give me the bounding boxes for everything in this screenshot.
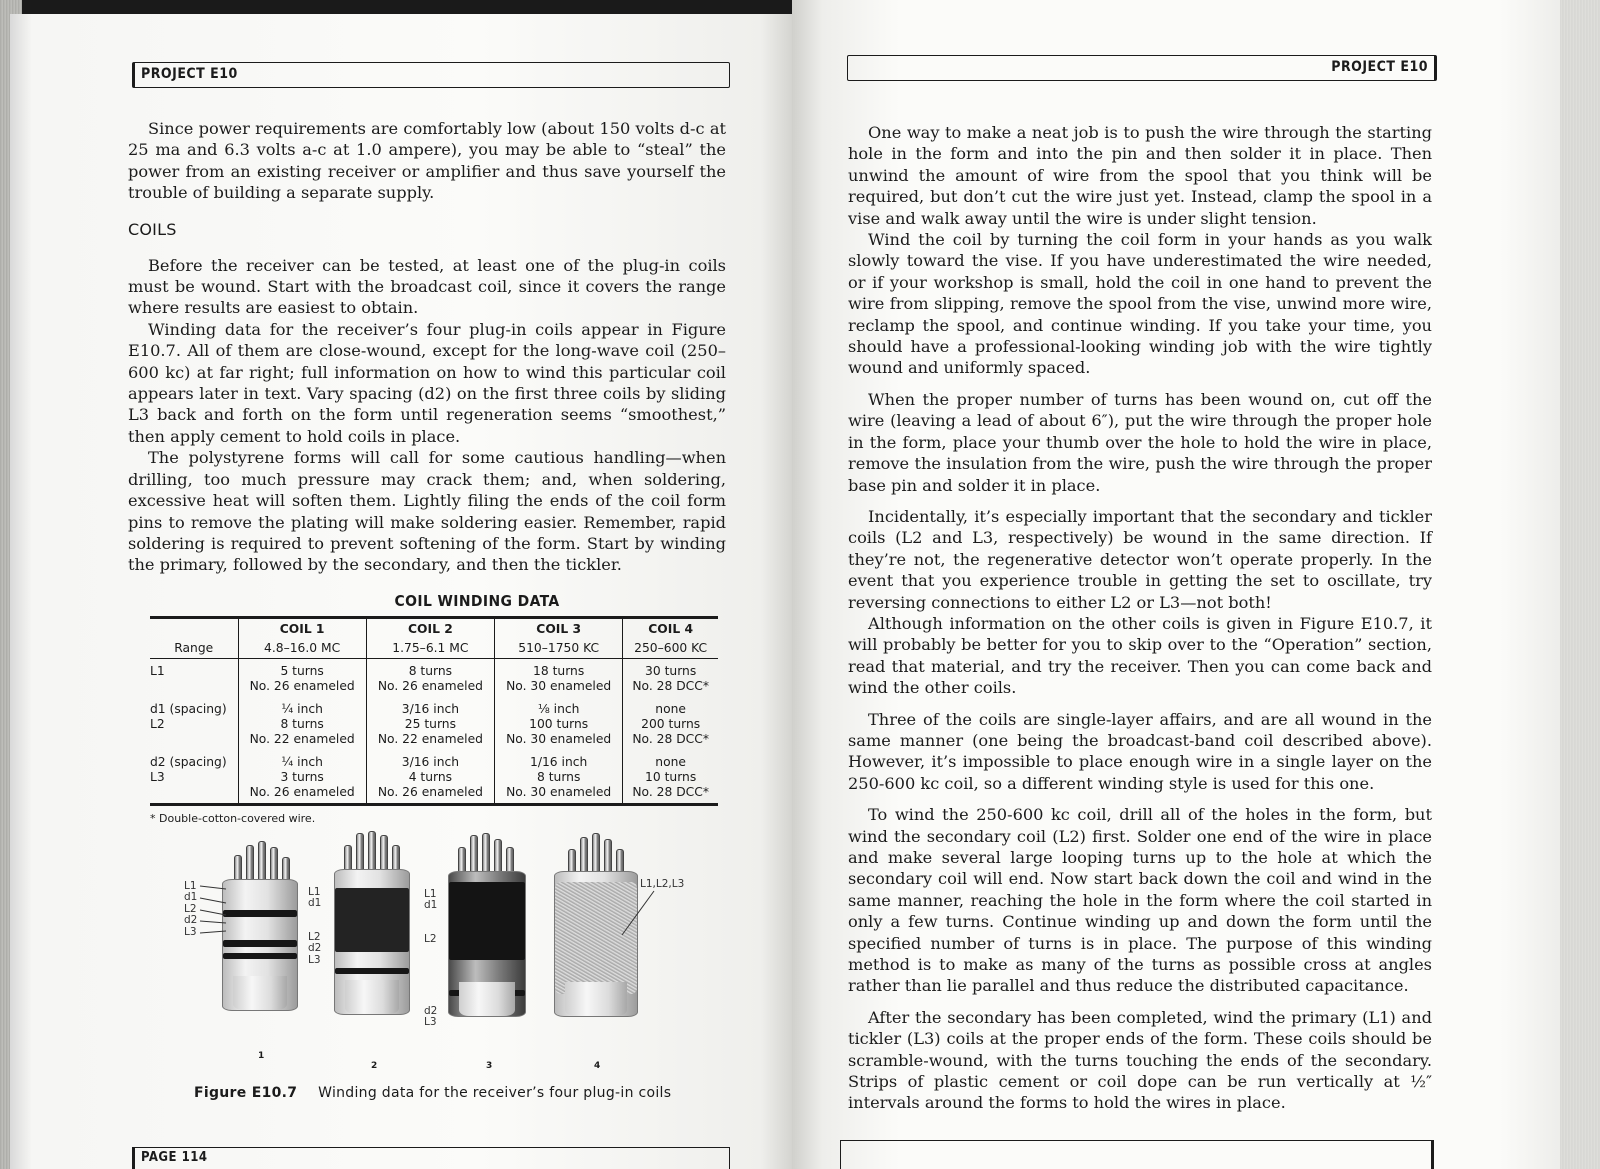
table-footnote: * Double-cotton-covered wire. <box>150 811 316 825</box>
table-cell: 18 turns No. 30 enameled <box>495 658 623 694</box>
table-cell: 3/16 inch 25 turns No. 22 enameled <box>366 694 494 747</box>
left-page-footer: PAGE 114 <box>132 1147 730 1169</box>
left-page-text <box>128 118 726 1101</box>
coil-number: 3 <box>486 1060 493 1071</box>
column-header: COIL 4 <box>623 617 718 639</box>
paragraph: Before the receiver can be tested, at least one of the plug-in coils must be wound. Start with the broadcast coil, since it covers the range where results are easiest to obtain. <box>128 255 726 318</box>
table-cell: none 200 turns No. 28 DCC* <box>623 694 718 747</box>
range-cell: 510–1750 KC <box>495 639 623 659</box>
coil-3-labels-top: L1 d1 <box>424 887 438 912</box>
coil-2-labels-bottom: L2 d2 L3 <box>308 930 322 966</box>
right-page-edges <box>1560 0 1600 1169</box>
left-page-header: PROJECT E10 <box>132 62 730 88</box>
table-cell: 5 turns No. 26 enameled <box>238 658 366 694</box>
figure-number: Figure E10.7 <box>194 1084 298 1101</box>
right-page-header: PROJECT E10 <box>847 55 1437 81</box>
coil-winding-table <box>150 616 718 806</box>
column-header: COIL 2 <box>366 617 494 639</box>
row-label: d2 (spacing) L3 <box>150 754 227 784</box>
table-row-l2 <box>150 694 718 747</box>
paragraph: Wind the coil by turning the coil form in your hands as you walk slowly toward the vise. If you have underestimated the wire needed, or if your workshop is small, hold the coil in one hand to prevent the wire from slipping, remove the spool from the vise, unwind more wire, reclamp the spool, and continue winding. If you take your time, you should have a professional-looking winding job with the wire tightly wound and uniformly spaced. <box>848 230 1432 378</box>
coil-2-photo <box>334 831 410 1016</box>
paragraph: To wind the 250-600 kc coil, drill all of the holes in the form, but wind the secondary coil (L2) first. Solder one end of the wire in place and make several large looping turns up to the hole at which the secondary coil will end. Now start back down the coil and wind in the same manner, reaching the hole in the form where the coil started in only a few turns. Continue winding up and down the form until the specified number of turns is in place. The purpose of this winding method is to make as many of the turns as possible cross at angles rather than lie parallel and thus reduce the distributed capacitance. <box>848 805 1432 996</box>
left-page <box>10 14 792 1169</box>
figure-caption <box>128 1085 726 1101</box>
coil-3-labels-bottom: d2 L3 <box>424 1004 438 1029</box>
right-page-footer <box>840 1140 1434 1169</box>
coil-form <box>222 879 298 1011</box>
paragraph: One way to make a neat job is to push the wire through the starting hole in the form and into the pin and then solder it in place. Then unwind the amount of wire from the spool that you think will be required, but don’t cut the wire just yet. Instead, clamp the spool in a vise and walk away until the wire is under slight tension. <box>848 123 1432 228</box>
intro-paragraph: Since power requirements are comfortably low (about 150 volts d-c at 25 ma and 6.3 volts a-c at 1.0 ampere), you may be able to “steal” the power from an existing receiver or amplifier and thus save yourself the trouble of building a separate supply. <box>128 119 726 203</box>
table-cell: 30 turns No. 28 DCC* <box>623 658 718 694</box>
range-cell: 1.75–6.1 MC <box>366 639 494 659</box>
coil-1-photo <box>222 841 298 1011</box>
row-label: d1 (spacing) L2 <box>150 701 227 731</box>
table-header-row <box>150 617 718 639</box>
table-row-l1 <box>150 658 718 694</box>
table-cell: 3/16 inch 4 turns No. 26 enameled <box>366 747 494 805</box>
right-page-text <box>848 122 1432 1114</box>
range-cell: 4.8–16.0 MC <box>238 639 366 659</box>
column-header: COIL 1 <box>238 617 366 639</box>
coil-1-leader-lines <box>198 881 228 941</box>
section-heading-coils: COILS <box>128 219 177 239</box>
column-header: COIL 3 <box>495 617 623 639</box>
table-cell: ¼ inch 3 turns No. 26 enameled <box>238 747 366 805</box>
coil-4-leader-line <box>618 889 658 939</box>
coil-number: 2 <box>371 1060 378 1071</box>
table-cell: 8 turns No. 26 enameled <box>366 658 494 694</box>
coil-form <box>448 871 526 1017</box>
paragraph: After the secondary has been completed, wind the primary (L1) and tickler (L3) coils at the proper ends of the form. These coils should be scramble-wound, with the turns touching the ends of the secondary. Strips of plastic cement or coil dope can be run vertically at ½″ intervals around the forms to hold the wires in place. <box>848 1007 1432 1113</box>
paragraph: Although information on the other coils is given in Figure E10.7, it will probably be better for you to skip over to the “Operation” section, read that material, and try the receiver. Then you can come back and wind the other coils. <box>848 613 1432 698</box>
row-label: L1 <box>150 663 165 678</box>
paragraph: The polystyrene forms will call for some cautious handling—when drilling, too much pressure may crack them; and, when soldering, excessive heat will soften them. Lightly filing the ends of the coil form pins to remove the plating will make soldering easier. Remember, rapid soldering is required to prevent softening of the form. Start by winding the primary, followed by the secondary, and then the tickler. <box>128 448 726 575</box>
coil-number: 4 <box>594 1060 601 1071</box>
coil-form <box>334 869 410 1015</box>
coil-photo-figure <box>128 831 726 1081</box>
coil-number: 1 <box>258 1050 265 1061</box>
table-row-range <box>150 639 718 659</box>
range-cell: 250–600 KC <box>623 639 718 659</box>
table-cell: none 10 turns No. 28 DCC* <box>623 747 718 805</box>
table-title: COIL WINDING DATA <box>394 591 560 610</box>
right-page <box>792 0 1562 1169</box>
figure-caption-text: Winding data for the receiver’s four plug-in coils <box>318 1084 672 1101</box>
paragraph: Three of the coils are single-layer affairs, and are all wound in the same manner (one being the broadcast-band coil described above). However, it’s impossible to place enough wire in a single layer on the 250-600 kc coil, so a different winding style is used for this one. <box>848 709 1432 793</box>
paragraph: When the proper number of turns has been wound on, cut off the wire (leaving a lead of about 6″), put the wire through the proper hole in the form, place your thumb over the hole to hold the wire in place, remove the insulation from the wire, push the wire through the proper base pin and solder it in place. <box>848 389 1432 495</box>
table-row-l3 <box>150 747 718 805</box>
table-corner <box>150 617 238 639</box>
coil-4-label: L1,L2,L3 <box>640 877 685 890</box>
paragraph: Winding data for the receiver’s four plug-in coils appear in Figure E10.7. All of them are close-wound, except for the long-wave coil (250–600 kc) at far right; full information on how to wind this particular coil appears later in text. Vary spacing (d2) on the first three coils by sliding L3 back and forth on the form until regeneration seems “smoothest,” then apply cement to hold coils in place. <box>128 319 726 446</box>
coil-3-photo <box>448 833 526 1018</box>
table-cell: ¼ inch 8 turns No. 22 enameled <box>238 694 366 747</box>
table-cell: ⅛ inch 100 turns No. 30 enameled <box>495 694 623 747</box>
coil-3-label-mid: L2 <box>424 932 437 945</box>
coil-1-labels: L1 d1 L2 d2 L3 <box>184 879 198 938</box>
table-cell: 1/16 inch 8 turns No. 30 enameled <box>495 747 623 805</box>
paragraph: Incidentally, it’s especially important that the secondary and tickler coils (L2 and L3, respectively) be wound in the same direction. If they’re not, the regenerative detector won’t operate properly. In the event that you experience trouble in getting the set to oscillate, try reversing connections to either L2 or L3—not both! <box>848 506 1432 612</box>
coil-2-labels-top: L1 d1 <box>308 885 322 910</box>
row-label-range: Range <box>150 639 238 659</box>
